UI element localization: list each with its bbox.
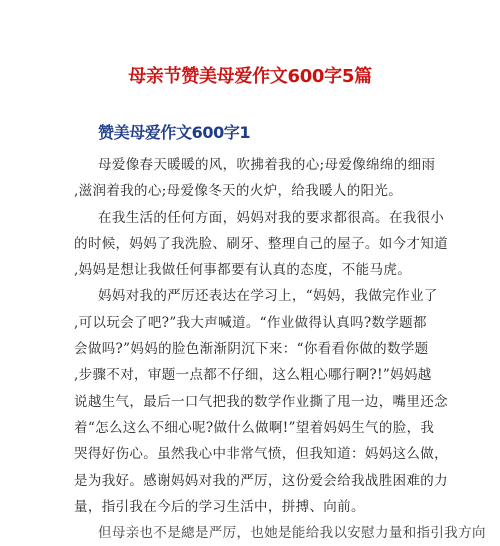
paragraph-line: ,妈妈是想让我做任何事都要有认真的态度，不能马虎。 (74, 262, 412, 279)
paragraph-line: ,可以玩会了吧?”我大声喊道。“作业做得认真吗?数学题都 (74, 314, 427, 331)
paragraph-line: 说越生气，最后一口气把我的数学作业撕了甩一边，嘴里还念 (74, 393, 448, 410)
paragraph-line: 是为我好。感谢妈妈对我的严厉，这份爱会给我战胜困难的力 (74, 472, 448, 489)
paragraph-line: 着“怎么这么不细心呢?做什么做啊!”望着妈妈生气的脸，我 (74, 419, 435, 436)
body-text (74, 152, 486, 546)
paragraph-line: ,步骤不对，审题一点都不仔细，这么粗心哪行啊?!”妈妈越 (74, 367, 432, 384)
paragraph-line: 哭得好伤心。虽然我心中非常气愤，但我知道：妈妈这么做， (74, 446, 448, 463)
section-title: 赞美母爱作文600字1 (98, 123, 251, 142)
paragraph-line: 在我生活的任何方面，妈妈对我的要求都很高。在我很小 (98, 209, 445, 226)
paragraph-line: ,滋润着我的心;母爱像冬天的火炉，给我暖人的阳光。 (74, 183, 403, 200)
paragraph-line: 母爱像春天暖暖的风，吹拂着我的心;母爱像绵绵的细雨 (98, 157, 436, 173)
paragraph-line: 妈妈对我的严厉还表达在学习上，“妈妈，我做完作业了 (98, 288, 438, 305)
paragraph-line: 量，指引我在今后的学习生活中，拼搏、向前。 (74, 498, 365, 515)
paragraph-line: 会做吗?”妈妈的脸色渐渐阴沉下来：“你看看你做的数学题 (74, 341, 429, 358)
document-title: 母亲节赞美母爱作文600字5篇 (128, 66, 372, 87)
paragraph-line: 的时候，妈妈了我洗脸、刷牙、整理自己的屋子。如今才知道 (74, 235, 448, 252)
paragraph-line: 但母亲也不是總是严厉，也她是能给我以安慰力量和指引我方向 (98, 525, 486, 542)
